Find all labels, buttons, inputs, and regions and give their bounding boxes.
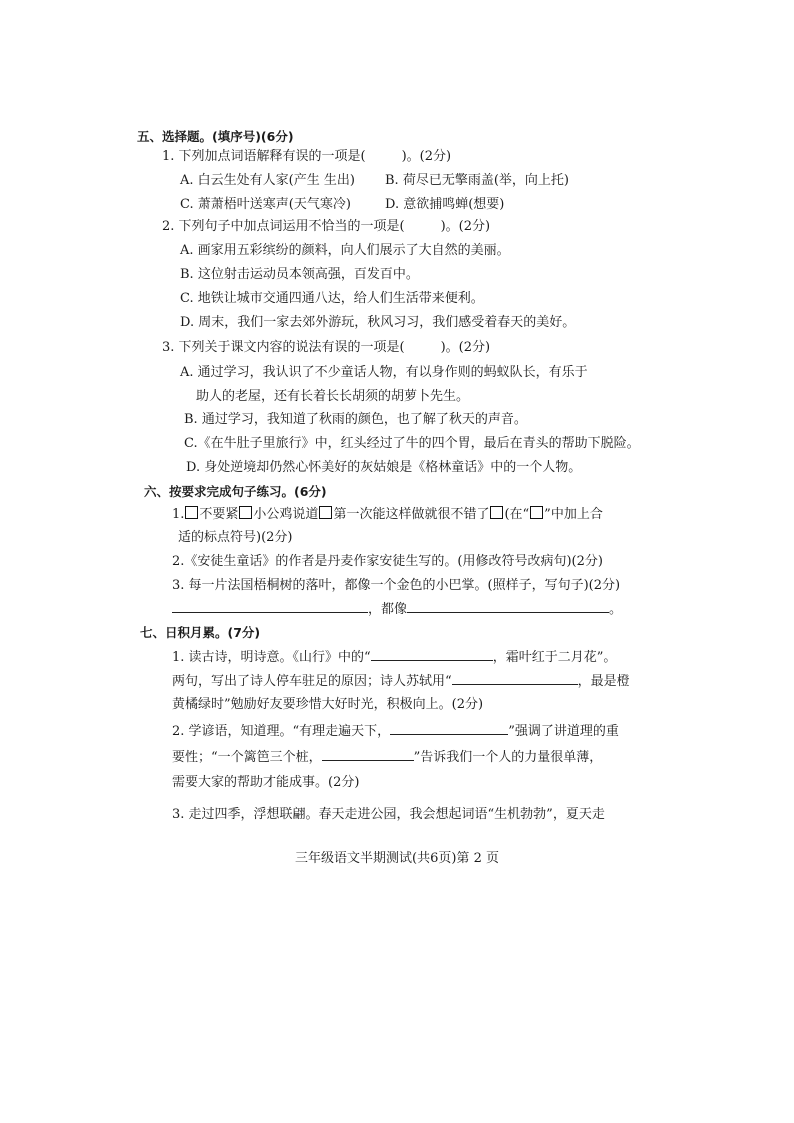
option-b: B. 荷尽已无擎雨盖(举，向上托) <box>385 173 569 188</box>
question-text: ”强调了讲道理的重 <box>508 724 619 739</box>
sentence-part: ，都像 <box>368 602 408 617</box>
question-5-2 <box>162 218 490 236</box>
answer-blank[interactable] <box>405 218 441 230</box>
option-a: A. 画家用五彩缤纷的颜料，向人们展示了大自然的美丽。 <box>180 243 510 258</box>
question-7-2-line-1 <box>172 722 619 741</box>
answer-blank[interactable] <box>452 672 578 685</box>
question-6-3-answer <box>172 600 622 619</box>
question-text: ”告诉我们一个人的力量很单薄， <box>413 750 603 765</box>
instruction-part: (在“ <box>504 507 530 522</box>
punctuation-box[interactable] <box>319 506 332 519</box>
question-number: 1. <box>172 507 185 522</box>
option-d: D. 意欲捕鸣蝉(想要) <box>385 197 505 212</box>
question-7-2-line-3: 需要大家的帮助才能成事。(2分) <box>172 775 360 790</box>
question-text: 两句，写出了诗人停车驻足的原因；诗人苏轼用“ <box>172 674 452 689</box>
question-stem: 3. 下列关于课文内容的说法有误的一项是( <box>162 340 405 355</box>
question-text: ，最是橙 <box>577 674 630 689</box>
punctuation-box[interactable] <box>239 506 252 519</box>
option-c: C.《在牛肚子里旅行》中，红头经过了牛的四个胃，最后在青头的帮助下脱险。 <box>184 436 640 451</box>
question-7-2-line-2 <box>172 748 602 767</box>
question-7-1-line-1 <box>172 648 616 667</box>
option-b: B. 这位射击运动员本领高强，百发百中。 <box>180 267 419 282</box>
option-c: C. 萧萧梧叶送寒声(天气寒冷) <box>180 197 351 212</box>
question-text: 1. 读古诗，明诗意。《山行》中的“ <box>172 650 371 665</box>
question-text: 2. 学谚语，知道理。“有理走遍天下， <box>172 724 391 739</box>
question-stem: 2. 下列句子中加点词运用不恰当的一项是( <box>162 219 405 234</box>
option-d: D. 周末，我们一家去郊外游玩，秋风习习，我们感受着春天的美好。 <box>180 315 576 330</box>
option-c: C. 地铁让城市交通四通八达，给人们生活带来便利。 <box>180 291 484 306</box>
option-b: B. 通过学习，我知道了秋雨的颜色，也了解了秋天的声音。 <box>184 412 527 427</box>
sentence-part: 。 <box>609 602 623 617</box>
question-6-1-line-2: 适的标点符号)(2分) <box>178 530 293 545</box>
answer-blank[interactable] <box>405 339 441 351</box>
punctuation-box[interactable] <box>185 506 198 519</box>
question-6-2: 2.《安徒生童话》的作者是丹麦作家安徒生写的。(用修改符号改病句)(2分) <box>172 554 603 569</box>
page-footer: 三年级语文半期测试(共6页)第 2 页 <box>295 851 499 866</box>
option-a-line-1: A. 通过学习，我认识了不少童话人物，有以身作则的蚂蚁队长，有乐于 <box>180 365 588 380</box>
question-6-1 <box>172 506 603 524</box>
sentence-part: 不要紧 <box>199 507 239 522</box>
sentence-part: 第一次能这样做就很不错了 <box>333 507 490 522</box>
question-stem-end: )。(2分) <box>440 219 491 234</box>
question-7-1-line-2 <box>172 672 630 691</box>
sentence-part: 小公鸡说道 <box>253 507 319 522</box>
answer-blank[interactable] <box>172 600 368 613</box>
answer-blank[interactable] <box>371 648 493 661</box>
option-d: D. 身处逆境却仍然心怀美好的灰姑娘是《格林童话》中的一个人物。 <box>186 460 582 475</box>
punctuation-box[interactable] <box>490 506 503 519</box>
question-7-1-line-3: 黄橘绿时”勉励好友要珍惜大好时光，积极向上。(2分) <box>172 697 484 712</box>
question-text: ，霜叶红于二月花”。 <box>492 650 617 665</box>
box-symbol <box>530 506 543 519</box>
section-5-title: 五、选择题。(填序号)(6分) <box>137 129 294 144</box>
section-6-title: 六、按要求完成句子练习。(6分) <box>144 484 327 499</box>
question-stem-end: )。(2分) <box>401 149 452 164</box>
instruction-part: ”中加上合 <box>544 507 603 522</box>
question-text: 要性；“一个篱笆三个桩， <box>172 750 322 765</box>
option-a-line-2: 助人的老屋，还有长着长长胡须的胡萝卜先生。 <box>196 389 470 404</box>
answer-blank[interactable] <box>366 148 402 160</box>
question-6-3: 3. 每一片法国梧桐树的落叶，都像一个金色的小巴掌。(照样子，写句子)(2分) <box>172 578 621 593</box>
answer-blank[interactable] <box>390 722 508 735</box>
question-stem-end: )。(2分) <box>440 340 491 355</box>
question-stem: 1. 下列加点词语解释有误的一项是( <box>162 149 366 164</box>
option-a: A. 白云生处有人家(产生 生出) <box>180 173 355 188</box>
question-5-1 <box>162 148 451 166</box>
question-5-3 <box>162 339 490 357</box>
question-7-3: 3. 走过四季，浮想联翩。春天走进公园，我会想起词语“生机勃勃”，夏天走 <box>172 807 605 822</box>
answer-blank[interactable] <box>407 600 609 613</box>
answer-blank[interactable] <box>322 748 414 761</box>
section-7-title: 七、日积月累。(7分) <box>140 625 261 640</box>
